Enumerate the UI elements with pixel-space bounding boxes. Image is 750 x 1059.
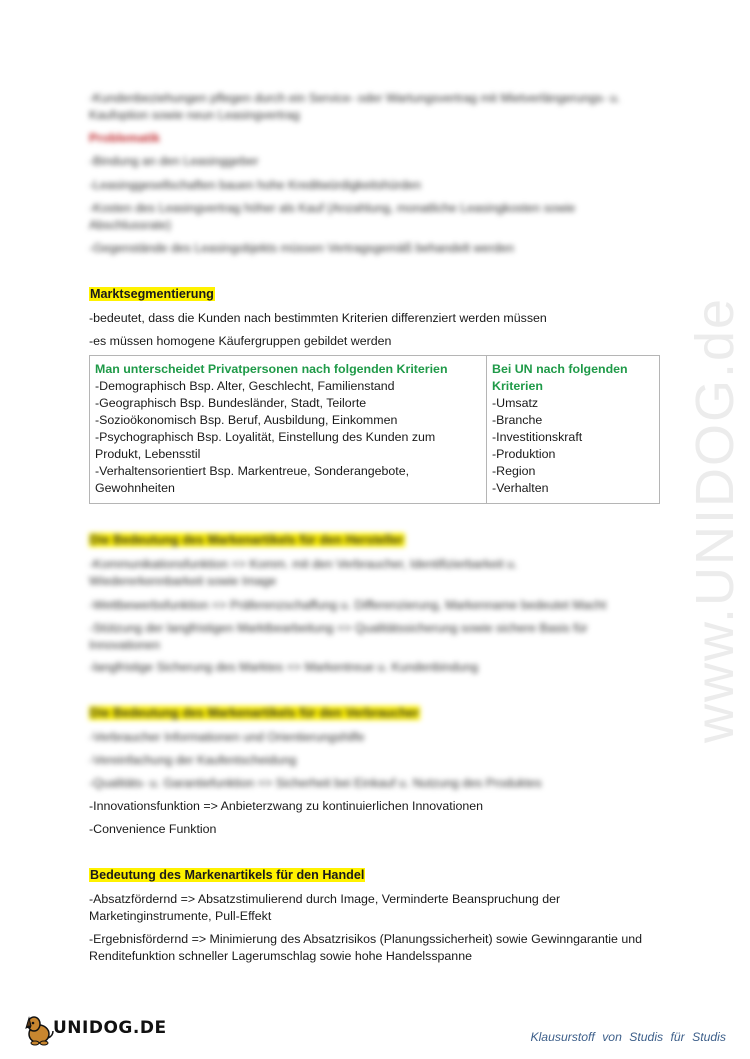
watermark: www.UNIDOG.de [685,296,745,744]
handel-line: -Ergebnisfördernd => Minimierung des Absatzrisikos (Planungssicherheit) sowie Gewinngarantie und Renditefunktion schneller Lagerumschlag sowie hohe Handelsspanne [89,932,643,963]
verbraucher-line: -Innovationsfunktion => Anbieterzwang zu kontinuierlichen Innovationen [89,799,484,813]
blurred-paragraph: -Kundenbeziehungen pflegen durch ein Service- oder Wartungsvertrag mit Mietverlängerungs- u. Kaufoption sowie neun Leasingvertrag [89,91,621,122]
section-heading-marktsegmentierung: Marktsegmentierung [90,287,214,301]
criteria-item: -Region [492,464,536,478]
blurred-paragraph: -Kosten des Leasingvertrag höher als Kauf (Anzahlung, monatliche Leasingkosten sowie Abschlussrate) [89,201,576,232]
blurred-paragraph: -Gegenstände des Leasingobjekts müssen Vertragsgemäß behandelt werden [89,241,514,255]
blurred-paragraph: -Vereinfachung der Kaufentscheidung [89,753,297,767]
blurred-paragraph: -Wettbewerbsfunktion => Präferenzschaffung u. Differenzierung, Markenname bedeutet Macht [89,598,607,612]
criteria-item: -Sozioökonomisch Bsp. Beruf, Ausbildung, Einkommen [95,413,398,427]
blurred-paragraph: -Qualitäts- u. Garantiefunktion => Sicherheit bei Einkauf u. Nutzung des Produktes [89,776,542,790]
blurred-paragraph: -Verbraucher Informationen und Orientierungshilfe [89,730,365,744]
section-heading-verbraucher: Die Bedeutung des Markenartikels für den Verbraucher [90,706,419,720]
table-cell-private [90,356,487,504]
section-heading-handel: Bedeutung des Markenartikels für den Handel [90,868,365,882]
criteria-item: -Produktion [492,447,556,461]
criteria-item: -Verhaltensorientiert Bsp. Markentreue, Sonderangebote, Gewohnheiten [95,464,410,495]
handel-line: -Absatzfördernd => Absatzstimulierend durch Image, Verminderte Beanspruchung der Marketinginstrumente, Pull-Effekt [89,892,561,923]
criteria-item: -Branche [492,413,543,427]
table-header-private: Man unterscheidet Privatpersonen nach folgenden Kriterien [95,362,448,376]
verbraucher-line: -Convenience Funktion [89,822,217,836]
blurred-paragraph: -Leasinggesellschaften bauen hohe Kreditwürdigkeitshürden [89,178,422,192]
footer-tagline: Klausurstoff von Studis für Studis [530,1030,726,1044]
blurred-paragraph: -langfristige Sicherung des Marktes => Markentreue u. Kundenbindung [89,660,479,674]
criteria-item: -Umsatz [492,396,539,410]
blurred-problem-heading: Problematik [89,131,160,145]
blurred-paragraph: -Stützung der langfristigen Marktbearbeitung => Qualitätssicherung sowie sichere Basis für Innovationen [89,621,588,652]
blurred-paragraph: -Kommunikationsfunktion => Komm. mit den Verbraucher, Identifizierbarkeit u. Wiedererkennbarkeit sowie Image [89,557,518,588]
table-cell-un [487,356,660,504]
segmentation-line: -bedeutet, dass die Kunden nach bestimmten Kriterien differenziert werden müssen [89,311,547,325]
segmentation-line: -es müssen homogene Käufergruppen gebildet werden [89,334,392,348]
logo-text: UNIDOG.DE [53,1018,167,1038]
segmentation-table [89,355,660,504]
criteria-item: -Verhalten [492,481,549,495]
criteria-item: -Demographisch Bsp. Alter, Geschlecht, Familienstand [95,379,395,393]
criteria-item: -Psychographisch Bsp. Loyalität, Einstellung des Kunden zum Produkt, Lebensstil [95,430,436,461]
table-header-un: Bei UN nach folgenden Kriterien [492,362,628,393]
criteria-item: -Investitionskraft [492,430,583,444]
blurred-paragraph: -Bindung an den Leasinggeber [89,154,259,168]
section-heading-hersteller: Die Bedeutung des Markenartikels für den Hersteller [90,533,404,547]
criteria-item: -Geographisch Bsp. Bundesländer, Stadt, Teilorte [95,396,367,410]
